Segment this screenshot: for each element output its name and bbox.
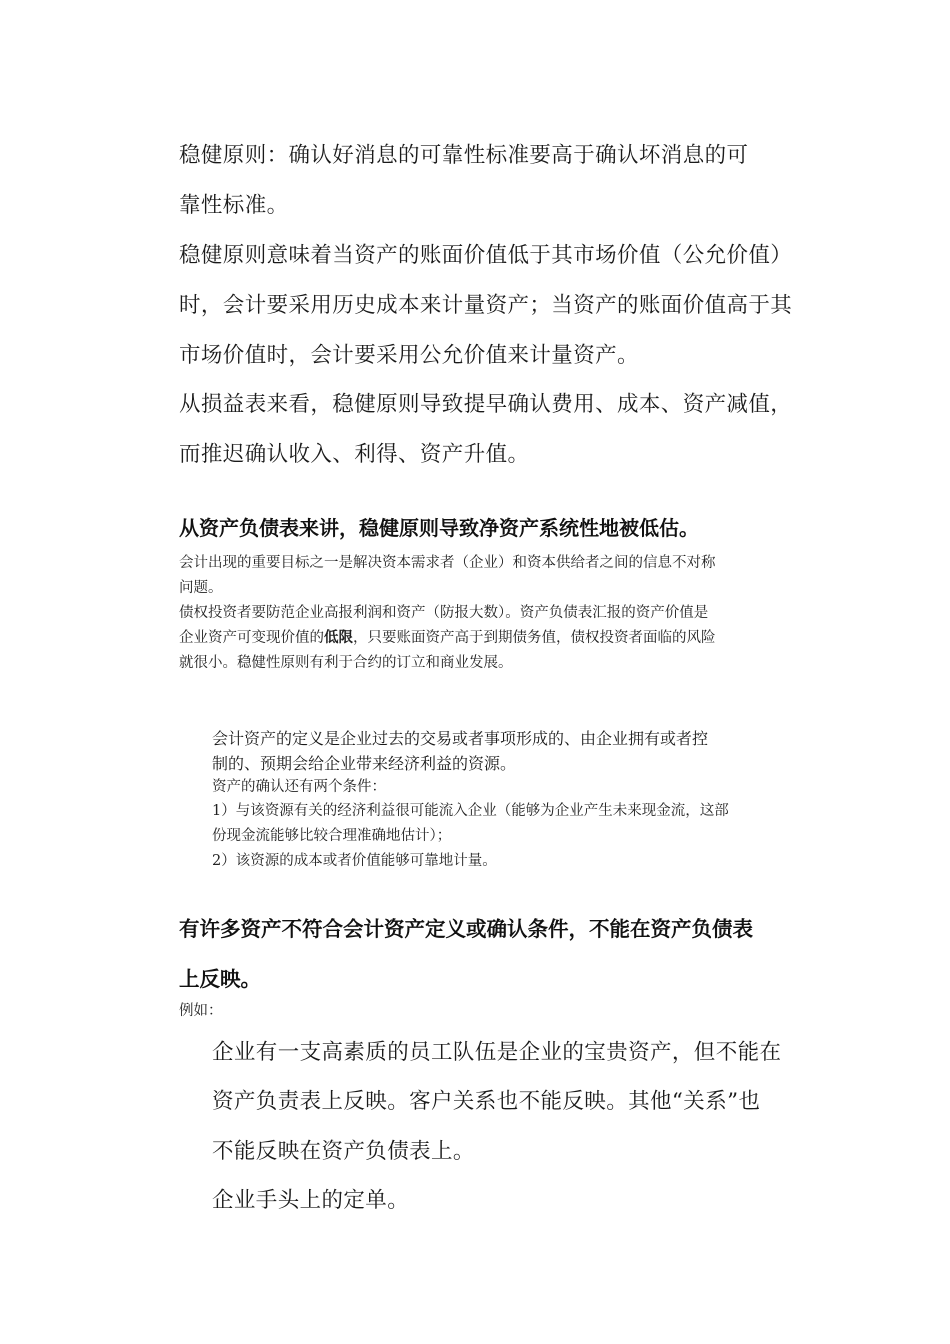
paragraph-line: 问题。: [179, 580, 223, 596]
paragraph-line: 资产的确认还有两个条件：: [212, 779, 386, 795]
text-run: 企业资产可变现价值的: [179, 630, 324, 646]
section-heading: 有许多资产不符合会计资产定义或确认条件，不能在资产负债表: [179, 917, 753, 941]
paragraph-line: 稳健原则意味着当资产的账面价值低于其市场价值（公允价值）: [179, 243, 793, 268]
paragraph-line: [179, 626, 716, 647]
paragraph-line: 制的、预期会给企业带来经济利益的资源。: [212, 754, 517, 773]
paragraph-line: 2）该资源的成本或者价值能够可靠地计量。: [212, 853, 497, 869]
section-heading: 上反映。: [179, 967, 261, 991]
emphasis-text: 低限: [324, 630, 353, 646]
paragraph-line: 稳健原则：确认好消息的可靠性标准要高于确认坏消息的可: [179, 143, 749, 168]
paragraph-line: 份现金流能够比较合理准确地估计）；: [212, 828, 452, 844]
paragraph-line: 就很小。稳健性原则有利于合约的订立和商业发展。: [179, 655, 513, 671]
paragraph-line: 会计资产的定义是企业过去的交易或者事项形成的、由企业拥有或者控: [212, 729, 709, 748]
paragraph-line: 债权投资者要防范企业高报利润和资产（防报大数）。资产负债表汇报的资产价值是: [179, 605, 709, 621]
paragraph-line: 而推迟确认收入、利得、资产升值。: [179, 442, 530, 467]
paragraph-line: 时，会计要采用历史成本来计量资产；当资产的账面价值高于其: [179, 293, 793, 318]
example-label: 例如：: [179, 1003, 223, 1019]
paragraph-line: 从损益表来看，稳健原则导致提早确认费用、成本、资产减值，: [179, 392, 793, 417]
paragraph-line: 不能反映在资产负债表上。: [212, 1139, 475, 1164]
text-run: ，只要账面资产高于到期债务值，债权投资者面临的风险: [353, 630, 716, 646]
paragraph-line: 会计出现的重要目标之一是解决资本需求者（企业）和资本供给者之间的信息不对称: [179, 555, 716, 571]
paragraph-line: 靠性标准。: [179, 193, 289, 218]
paragraph-line: 资产负责表上反映。客户关系也不能反映。其他“关系”也: [212, 1089, 761, 1114]
paragraph-line: 1）与该资源有关的经济利益很可能流入企业（能够为企业产生未来现金流，这部: [212, 803, 729, 819]
paragraph-line: 企业手头上的定单。: [212, 1188, 410, 1213]
section-heading: 从资产负债表来讲，稳健原则导致净资产系统性地被低估。: [179, 516, 699, 540]
paragraph-line: 企业有一支高素质的员工队伍是企业的宝贵资产，但不能在: [212, 1040, 782, 1065]
paragraph-line: 市场价值时，会计要采用公允价值来计量资产。: [179, 343, 639, 368]
